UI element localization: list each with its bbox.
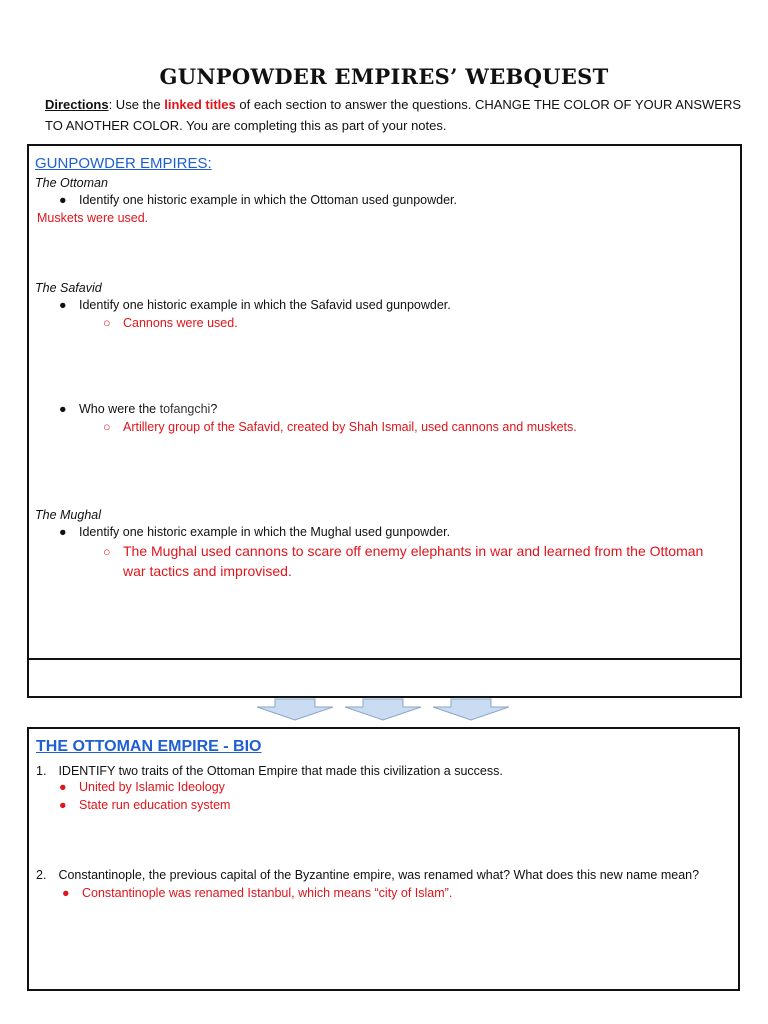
directions-text-1: : Use the (108, 97, 165, 112)
heading-colon: : (207, 155, 212, 172)
mughal-answer: ○ The Mughal used cannons to scare off enemy elephants in war and learned from the Ottoman war tactics and improvised. (103, 543, 704, 579)
bullet-icon: ● (59, 780, 67, 794)
down-arrow-icon (433, 699, 509, 720)
directions-line-1 (45, 95, 741, 114)
safavid-answer: ○ Cannons were used. (103, 316, 238, 330)
bio-answer-1a: ● United by Islamic Ideology (59, 780, 225, 794)
ottoman-label: The Ottoman (35, 176, 108, 190)
sub-bullet-icon: ○ (103, 316, 111, 330)
bullet-icon: ● (59, 402, 67, 416)
directions-text-2: of each section to answer the questions. CHANGE THE COLOR OF YOUR ANSWERS (235, 97, 742, 112)
gunpowder-empires-heading[interactable] (35, 155, 212, 172)
bullet-icon: ● (59, 525, 67, 539)
mughal-label: The Mughal (35, 508, 102, 522)
ottoman-bio-heading[interactable]: THE OTTOMAN EMPIRE - BIO (36, 738, 262, 755)
linked-titles-text: linked titles (164, 97, 236, 112)
down-arrow-icon (345, 699, 421, 720)
bullet-icon: ● (62, 886, 70, 900)
bullet-icon: ● (59, 798, 67, 812)
bullet-icon: ● (59, 298, 67, 312)
bio-answer-1b: ● State run education system (59, 798, 231, 812)
bio-question-1: 1. IDENTIFY two traits of the Ottoman Empire that made this civilization a success. (36, 764, 503, 778)
down-arrows (255, 698, 515, 722)
tofangchi-answer: ○ Artillery group of the Safavid, created by Shah Ismail, used cannons and muskets. (103, 420, 577, 434)
safavid-question: ● Identify one historic example in which the Safavid used gunpowder. (59, 298, 451, 312)
ottoman-answer: Muskets were used. (37, 211, 149, 225)
tofangchi-question: ● Who were the tofangchi? (59, 402, 218, 416)
down-arrow-icon (257, 699, 333, 720)
mughal-question: ● Identify one historic example in which the Mughal used gunpowder. (59, 525, 451, 539)
bullet-icon: ● (59, 193, 67, 207)
bio-answer-2: ● Constantinople was renamed Istanbul, which means “city of Islam”. (62, 886, 453, 900)
page-title: GUNPOWDER EMPIRES’ WEBQUEST (159, 64, 609, 89)
ottoman-question: ● Identify one historic example in which the Ottoman used gunpowder. (59, 193, 457, 207)
tofangchi-term: tofangchi (159, 402, 211, 416)
safavid-label: The Safavid (35, 281, 102, 295)
directions-label: Directions (45, 97, 109, 112)
sub-bullet-icon: ○ (103, 545, 111, 559)
bio-question-2: 2. Constantinople, the previous capital of the Byzantine empire, was renamed what? What does this new name mean? (36, 868, 700, 882)
directions-line-2: TO ANOTHER COLOR. You are completing this as part of your notes. (45, 118, 447, 133)
box-divider (27, 658, 742, 660)
gunpowder-empires-link[interactable]: GUNPOWDER EMPIRES (35, 155, 208, 172)
sub-bullet-icon: ○ (103, 420, 111, 434)
